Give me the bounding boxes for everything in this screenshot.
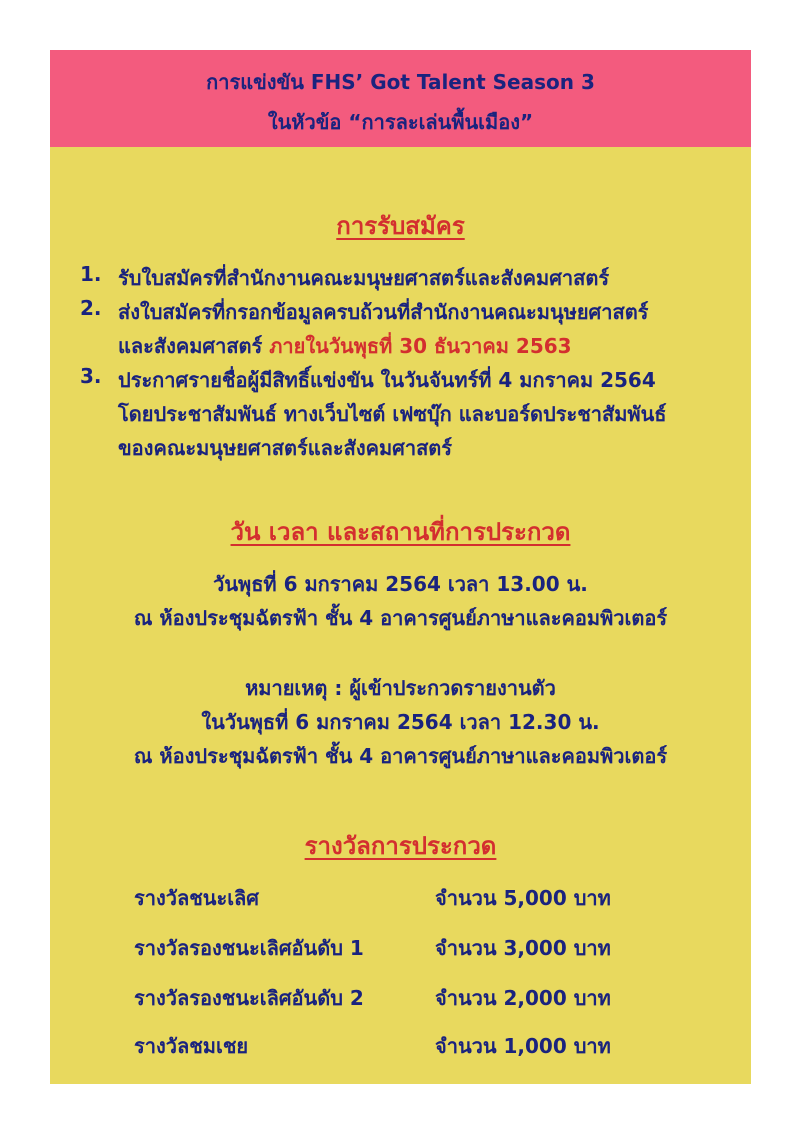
list-item-text-prefix: และสังคมศาสตร์ — [118, 334, 270, 358]
prize-name: รางวัลชนะเลิศ — [134, 886, 259, 910]
list-item-text: ของคณะมนุษยศาสตร์และสังคมศาสตร์ — [118, 436, 453, 460]
list-item-text: รับใบสมัครที่สำนักงานคณะมนุษยศาสตร์และสังคมศาสตร์ — [118, 266, 610, 290]
prize-name: รางวัลรองชนะเลิศอันดับ 1 — [134, 936, 364, 960]
prizes-heading: รางวัลการประกวด — [304, 832, 497, 860]
prize-amount: จำนวน 5,000 บาท — [435, 886, 611, 910]
note-label: หมายเหตุ : ผู้เข้าประกวดรายงานตัว — [245, 676, 556, 700]
prize-amount: จำนวน 3,000 บาท — [435, 936, 611, 960]
list-item-text — [118, 330, 572, 362]
list-item-text: ส่งใบสมัครที่กรอกข้อมูลครบถ้วนที่สำนักงานคณะมนุษยศาสตร์ — [118, 300, 649, 324]
list-number: 2. — [80, 296, 102, 320]
list-item-text: โดยประชาสัมพันธ์ ทางเว็บไซต์ เฟซบุ๊ก และบอร์ดประชาสัมพันธ์ — [118, 402, 667, 426]
list-number: 3. — [80, 364, 102, 388]
registration-heading: การรับสมัคร — [336, 212, 465, 240]
list-item-text: ประกาศรายชื่อผู้มีสิทธิ์แข่งขัน ในวันจันทร์ที่ 4 มกราคม 2564 — [118, 368, 656, 392]
event-place: ณ ห้องประชุมฉัตรฟ้า ชั้น 4 อาคารศูนย์ภาษาและคอมพิวเตอร์ — [133, 606, 668, 630]
event-date: วันพุธที่ 6 มกราคม 2564 เวลา 13.00 น. — [213, 572, 588, 596]
prize-name: รางวัลชมเชย — [134, 1034, 249, 1058]
header-title: การแข่งขัน FHS’ Got Talent Season 3 — [206, 70, 595, 94]
header-subtitle: ในหัวข้อ “การละเล่นพื้นเมือง” — [267, 110, 534, 134]
list-number: 1. — [80, 262, 102, 286]
prize-amount: จำนวน 1,000 บาท — [435, 1034, 611, 1058]
venue-heading: วัน เวลา และสถานที่การประกวด — [230, 518, 571, 546]
note-place: ณ ห้องประชุมฉัตรฟ้า ชั้น 4 อาคารศูนย์ภาษาและคอมพิวเตอร์ — [133, 744, 668, 768]
prize-amount: จำนวน 2,000 บาท — [435, 986, 611, 1010]
poster — [50, 50, 751, 1084]
deadline-text: ภายในวันพุธที่ 30 ธันวาคม 2563 — [269, 334, 572, 358]
header-banner — [50, 50, 751, 147]
note-date: ในวันพุธที่ 6 มกราคม 2564 เวลา 12.30 น. — [201, 710, 600, 734]
prize-name: รางวัลรองชนะเลิศอันดับ 2 — [134, 986, 364, 1010]
